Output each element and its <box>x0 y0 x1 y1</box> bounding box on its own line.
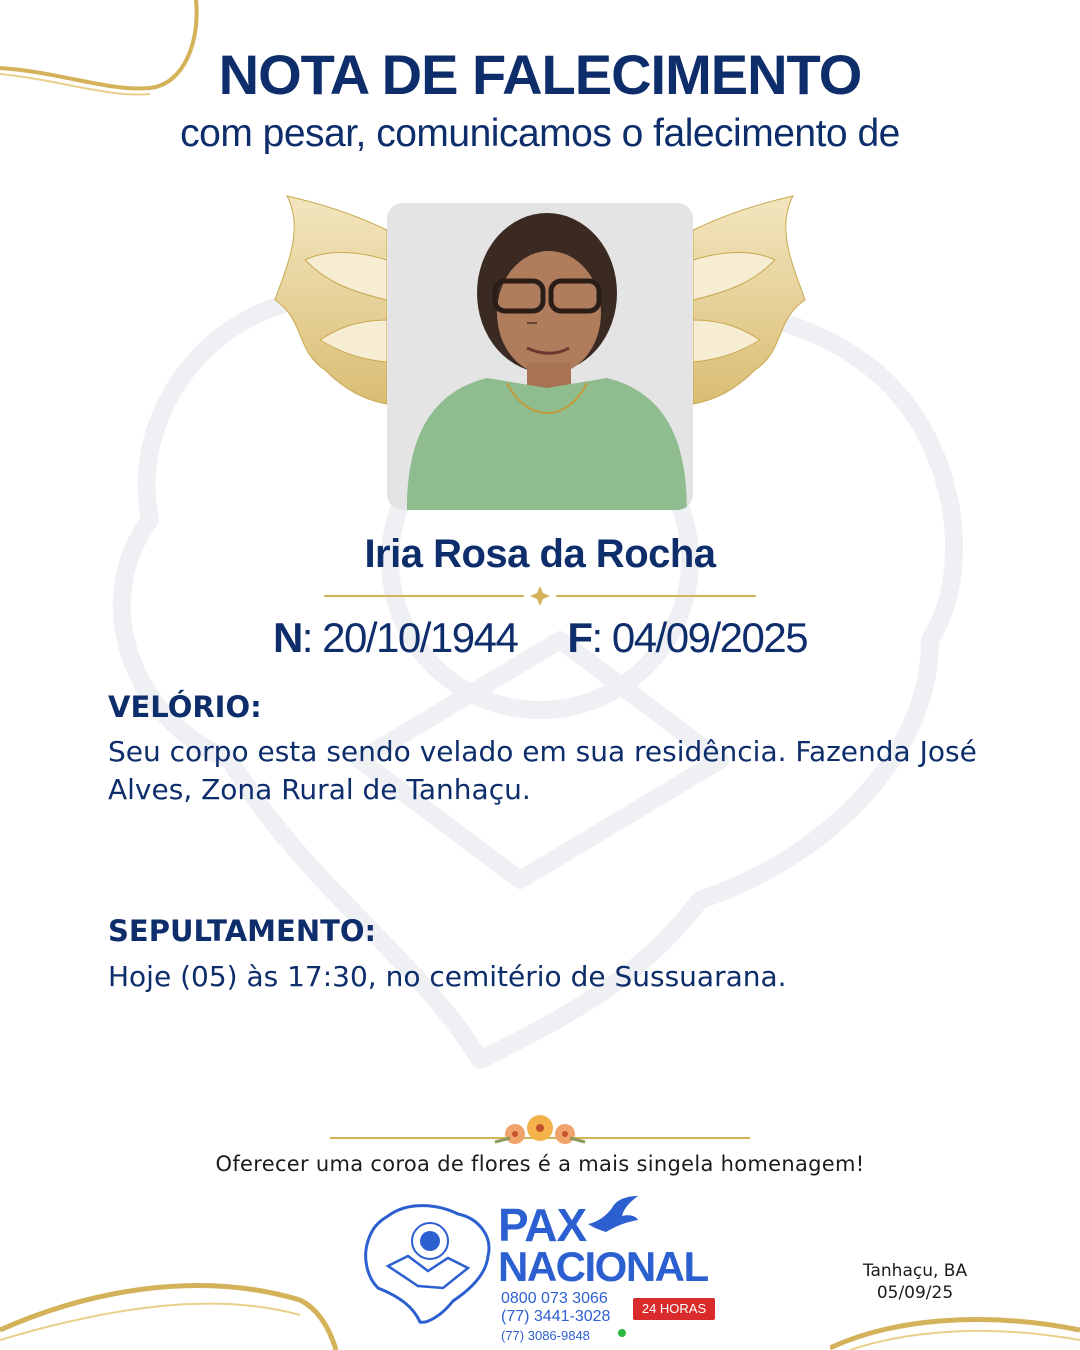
brand-name-nacional: NACIONAL <box>498 1243 708 1290</box>
place: Tanhaçu, BA <box>862 1261 968 1281</box>
page-title: NOTA DE FALECIMENTO <box>218 43 862 106</box>
death-date: 04/09/2025 <box>611 614 808 661</box>
deceased-photo <box>387 203 693 510</box>
birth-date: 20/10/1944 <box>322 614 518 661</box>
velorio-label: VELÓRIO: <box>108 690 262 724</box>
issue-date: 05/09/25 <box>876 1283 954 1303</box>
phone-tollfree: 0800 073 3066 <box>501 1290 608 1307</box>
footer-message: Oferecer uma coroa de flores é a mais singela homenagem! <box>215 1152 865 1176</box>
sepultamento-label: SEPULTAMENTO: <box>108 914 377 948</box>
phone-whatsapp: (77) 3086-9848 <box>501 1328 590 1343</box>
brand-name-pax: PAX <box>498 1199 587 1251</box>
gold-swirl-bottom-right <box>830 1300 1080 1350</box>
whatsapp-icon <box>618 1329 626 1337</box>
phone-landline: (77) 3441-3028 <box>501 1308 611 1325</box>
brazil-map-logo-icon <box>358 1196 498 1326</box>
gold-divider <box>324 585 756 607</box>
death-label: F <box>567 614 592 661</box>
page-subtitle: com pesar, comunicamos o falecimento de <box>180 112 900 155</box>
velorio-text: Seu corpo esta sendo velado em sua residência. Fazenda José Alves, Zona Rural de Tanhaçu. <box>108 735 977 806</box>
hours-badge: 24 HORAS <box>633 1298 715 1320</box>
deceased-name: Iria Rosa da Rocha <box>364 532 716 576</box>
flower-divider-icon <box>330 1108 750 1156</box>
gold-swirl-bottom-left <box>0 1270 340 1350</box>
place-date <box>840 1260 990 1304</box>
dates-line: N: 20/10/1944 F: 04/09/2025 <box>272 614 808 661</box>
dove-icon <box>586 1194 640 1234</box>
sepultamento-text: Hoje (05) às 17:30, no cemitério de Sussuarana. <box>108 960 787 993</box>
birth-label: N <box>272 614 302 661</box>
